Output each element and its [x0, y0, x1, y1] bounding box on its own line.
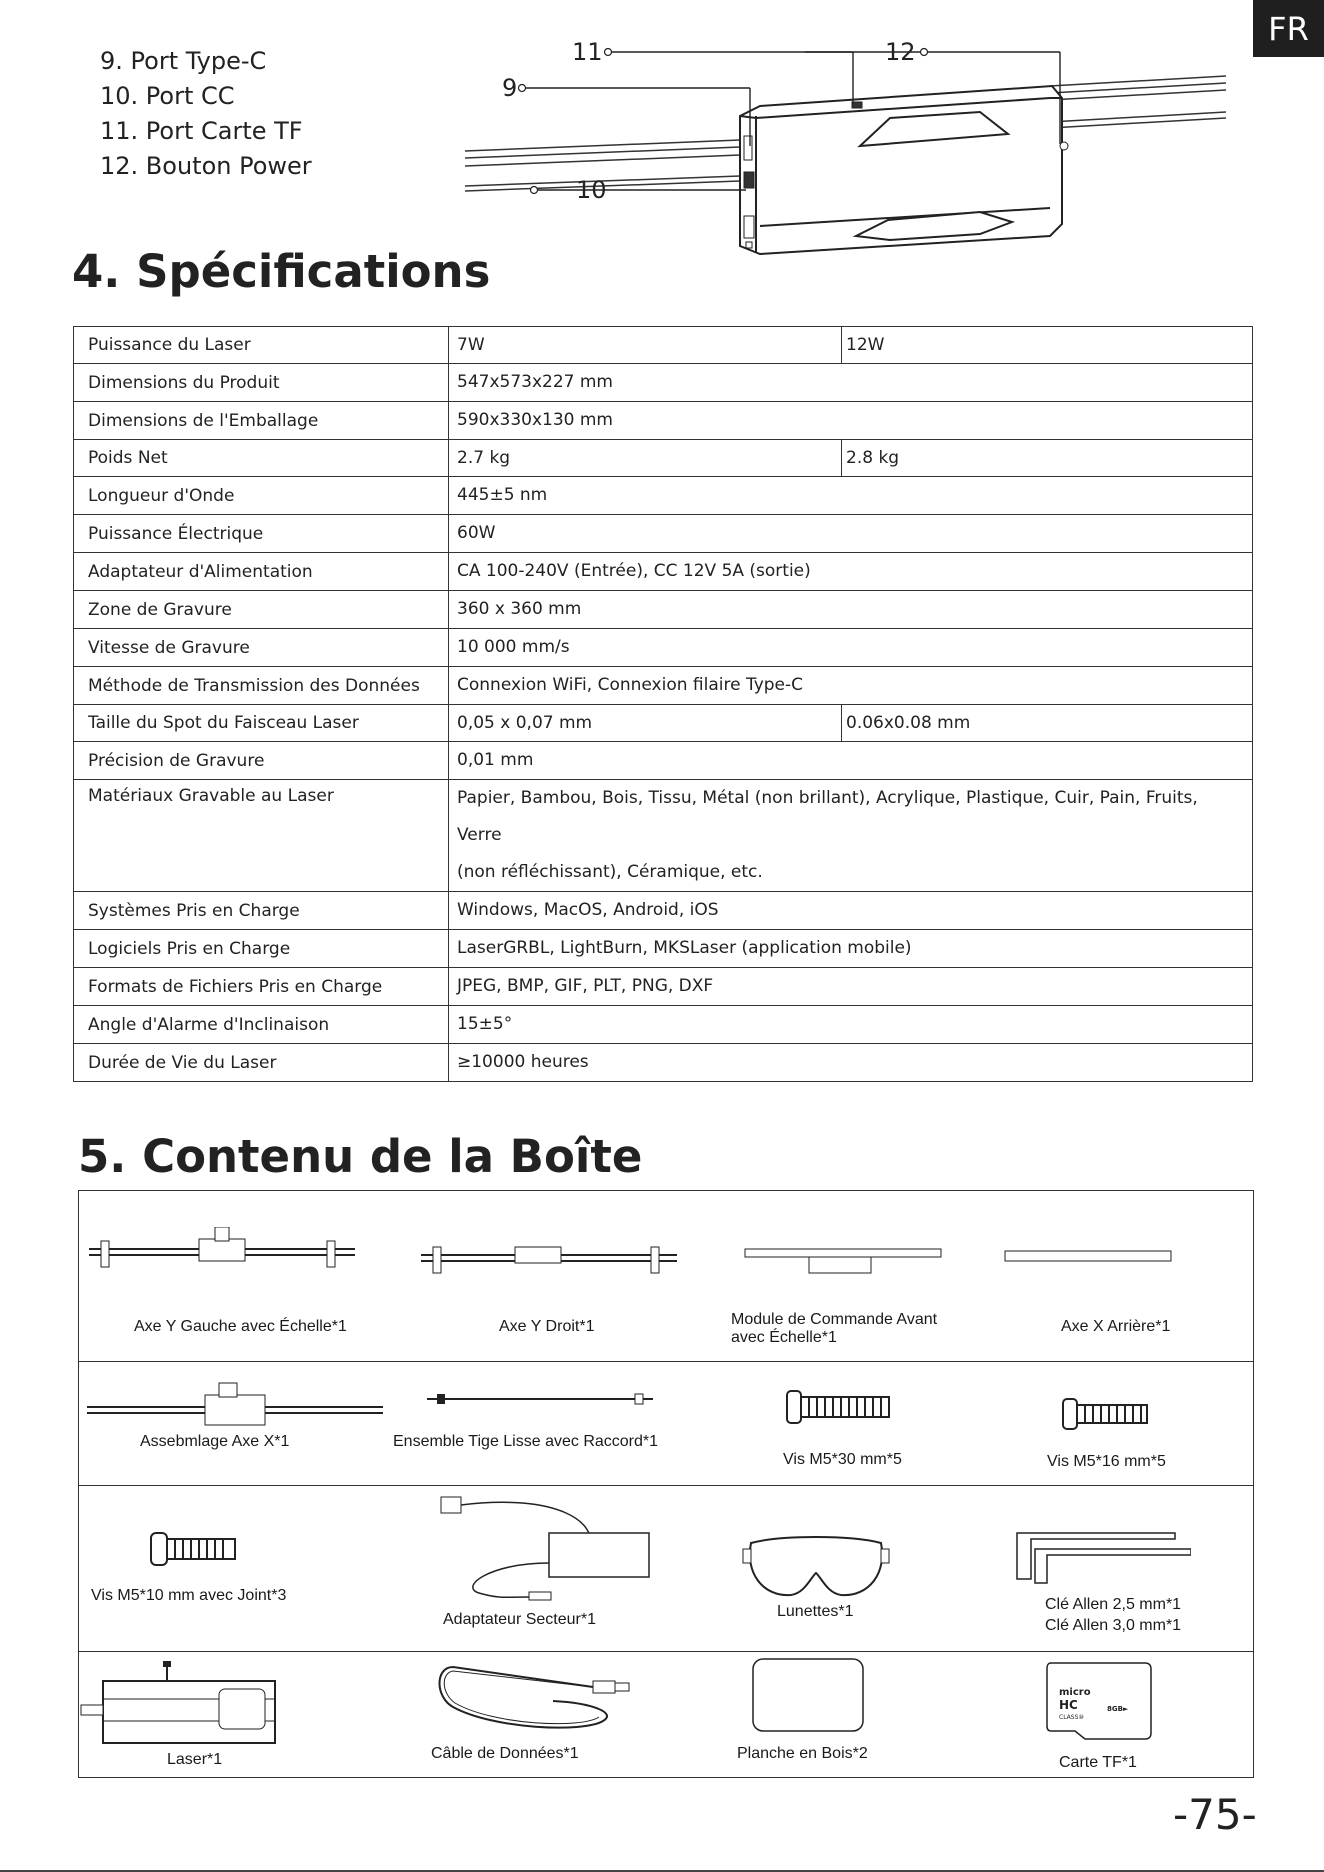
language-tag: FR: [1253, 0, 1324, 57]
tf-card-illustration: [1045, 1661, 1153, 1741]
table-row: [74, 742, 1253, 780]
item-label: [731, 1311, 937, 1347]
spec-value: 547x573x227 mm: [449, 364, 1253, 402]
port-legend-item: 11. Port Carte TF: [100, 117, 303, 145]
item-label: Vis M5*30 mm*5: [783, 1451, 902, 1468]
front-module-illustration: [743, 1247, 943, 1279]
specifications-table: [73, 326, 1253, 1082]
spec-value: JPEG, BMP, GIF, PLT, PNG, DXF: [449, 968, 1253, 1006]
item-label: Vis M5*16 mm*5: [1047, 1453, 1166, 1470]
table-row: [74, 968, 1253, 1006]
table-row: [74, 892, 1253, 930]
spec-value: 60W: [449, 515, 1253, 553]
spec-value: 445±5 nm: [449, 477, 1253, 515]
item-label: Adaptateur Secteur*1: [443, 1611, 596, 1628]
callout-12: 12: [885, 38, 916, 66]
table-row: [74, 1006, 1253, 1044]
item-label: Axe X Arrière*1: [1061, 1318, 1171, 1335]
callout-11: 11: [572, 38, 603, 66]
item-label: Planche en Bois*2: [737, 1745, 868, 1762]
box-contents-grid: [78, 1190, 1254, 1778]
power-adapter-illustration: [439, 1493, 679, 1603]
laser-module-illustration: [79, 1659, 279, 1751]
table-row: [74, 553, 1253, 591]
table-row: [74, 705, 1253, 742]
port-legend-item: 12. Bouton Power: [100, 152, 312, 180]
spec-value: 15±5°: [449, 1006, 1253, 1044]
spec-value: Windows, MacOS, Android, iOS: [449, 892, 1253, 930]
svg-text:8GB►: 8GB►: [1107, 1705, 1129, 1713]
y-axis-left-illustration: [87, 1227, 357, 1277]
spec-value: 2.7 kg: [449, 440, 842, 477]
screw-m5-16-illustration: [1061, 1397, 1151, 1431]
spec-value: 0,01 mm: [449, 742, 1253, 780]
spec-label: Taille du Spot du Faisceau Laser: [74, 705, 449, 742]
spec-value: Connexion WiFi, Connexion filaire Type-C: [449, 667, 1253, 705]
allen-keys-illustration: [1015, 1525, 1191, 1585]
item-label: Assebmlage Axe X*1: [140, 1433, 290, 1450]
table-row: [74, 591, 1253, 629]
page-number: -75-: [1173, 1790, 1257, 1839]
x-axis-rear-illustration: [1003, 1249, 1173, 1265]
item-label: Laser*1: [167, 1751, 223, 1768]
y-axis-right-illustration: [419, 1241, 679, 1277]
item-label-line: avec Échelle*1: [731, 1329, 837, 1346]
data-cable-illustration: [433, 1657, 653, 1737]
table-row: [74, 780, 1253, 892]
spec-label: Puissance Électrique: [74, 515, 449, 553]
port-legend-item: 9. Port Type-C: [100, 47, 267, 75]
svg-text:HC: HC: [1059, 1698, 1078, 1712]
table-row: [74, 1044, 1253, 1082]
spec-value: [449, 780, 1253, 892]
spec-value: 0.06x0.08 mm: [842, 705, 1253, 742]
spec-value: LaserGRBL, LightBurn, MKSLaser (application mobile): [449, 930, 1253, 968]
specifications-heading: 4. Spécifications: [72, 245, 491, 298]
spec-label: Dimensions de l'Emballage: [74, 402, 449, 440]
table-row: [74, 402, 1253, 440]
item-label: Axe Y Droit*1: [499, 1318, 595, 1335]
spec-label: Poids Net: [74, 440, 449, 477]
table-row: [74, 515, 1253, 553]
item-label: Carte TF*1: [1059, 1754, 1137, 1771]
table-row: [74, 629, 1253, 667]
item-label: [1045, 1594, 1181, 1636]
item-label-line: Module de Commande Avant: [731, 1311, 938, 1328]
spec-value: 12W: [842, 327, 1253, 364]
item-label: Lunettes*1: [777, 1603, 854, 1620]
spec-value: ≥10000 heures: [449, 1044, 1253, 1082]
spec-value: 7W: [449, 327, 842, 364]
spec-label: Systèmes Pris en Charge: [74, 892, 449, 930]
spec-label: Longueur d'Onde: [74, 477, 449, 515]
item-label: Câble de Données*1: [431, 1745, 579, 1762]
safety-goggles-illustration: [741, 1533, 891, 1603]
smooth-rod-illustration: [425, 1389, 655, 1409]
laser-module-diagram: [460, 36, 1240, 276]
svg-text:CLASS⑩: CLASS⑩: [1059, 1714, 1084, 1721]
spec-label: Puissance du Laser: [74, 327, 449, 364]
port-legend-item: 10. Port CC: [100, 82, 235, 110]
spec-label: Vitesse de Gravure: [74, 629, 449, 667]
spec-value: 10 000 mm/s: [449, 629, 1253, 667]
table-row: [74, 477, 1253, 515]
spec-label: Logiciels Pris en Charge: [74, 930, 449, 968]
callout-10: 10: [576, 176, 607, 204]
item-label-line: Clé Allen 2,5 mm*1: [1045, 1596, 1182, 1613]
spec-label: Dimensions du Produit: [74, 364, 449, 402]
item-label-line: Clé Allen 3,0 mm*1: [1045, 1617, 1182, 1634]
spec-label: Adaptateur d'Alimentation: [74, 553, 449, 591]
spec-label: Zone de Gravure: [74, 591, 449, 629]
spec-value: CA 100-240V (Entrée), CC 12V 5A (sortie): [449, 553, 1253, 591]
spec-value-line: Papier, Bambou, Bois, Tissu, Métal (non brillant), Acrylique, Plastique, Cuir, Pain, Fruits, Verre: [457, 788, 1198, 845]
item-label: Vis M5*10 mm avec Joint*3: [91, 1587, 287, 1604]
item-label: Ensemble Tige Lisse avec Raccord*1: [393, 1433, 659, 1450]
spec-label: Matériaux Gravable au Laser: [74, 780, 449, 892]
x-axis-assembly-illustration: [85, 1381, 385, 1435]
spec-value: 2.8 kg: [842, 440, 1253, 477]
spec-label: Méthode de Transmission des Données: [74, 667, 449, 705]
item-label: Axe Y Gauche avec Échelle*1: [134, 1318, 347, 1335]
table-row: [74, 364, 1253, 402]
spec-value: 0,05 x 0,07 mm: [449, 705, 842, 742]
callout-9: 9: [502, 74, 518, 102]
spec-label: Durée de Vie du Laser: [74, 1044, 449, 1082]
screw-m5-30-illustration: [785, 1389, 895, 1425]
wood-board-illustration: [751, 1657, 865, 1733]
spec-label: Angle d'Alarme d'Inclinaison: [74, 1006, 449, 1044]
table-row: [74, 667, 1253, 705]
spec-value: 360 x 360 mm: [449, 591, 1253, 629]
svg-text:micro: micro: [1059, 1687, 1091, 1698]
screw-m5-10-illustration: [149, 1531, 239, 1567]
table-row: [74, 440, 1253, 477]
spec-label: Formats de Fichiers Pris en Charge: [74, 968, 449, 1006]
table-row: [74, 930, 1253, 968]
spec-value-line: (non réfléchissant), Céramique, etc.: [457, 862, 763, 882]
spec-value: 590x330x130 mm: [449, 402, 1253, 440]
box-contents-heading: 5. Contenu de la Boîte: [78, 1130, 643, 1183]
spec-label: Précision de Gravure: [74, 742, 449, 780]
table-row: [74, 327, 1253, 364]
port-legend: [100, 44, 312, 184]
